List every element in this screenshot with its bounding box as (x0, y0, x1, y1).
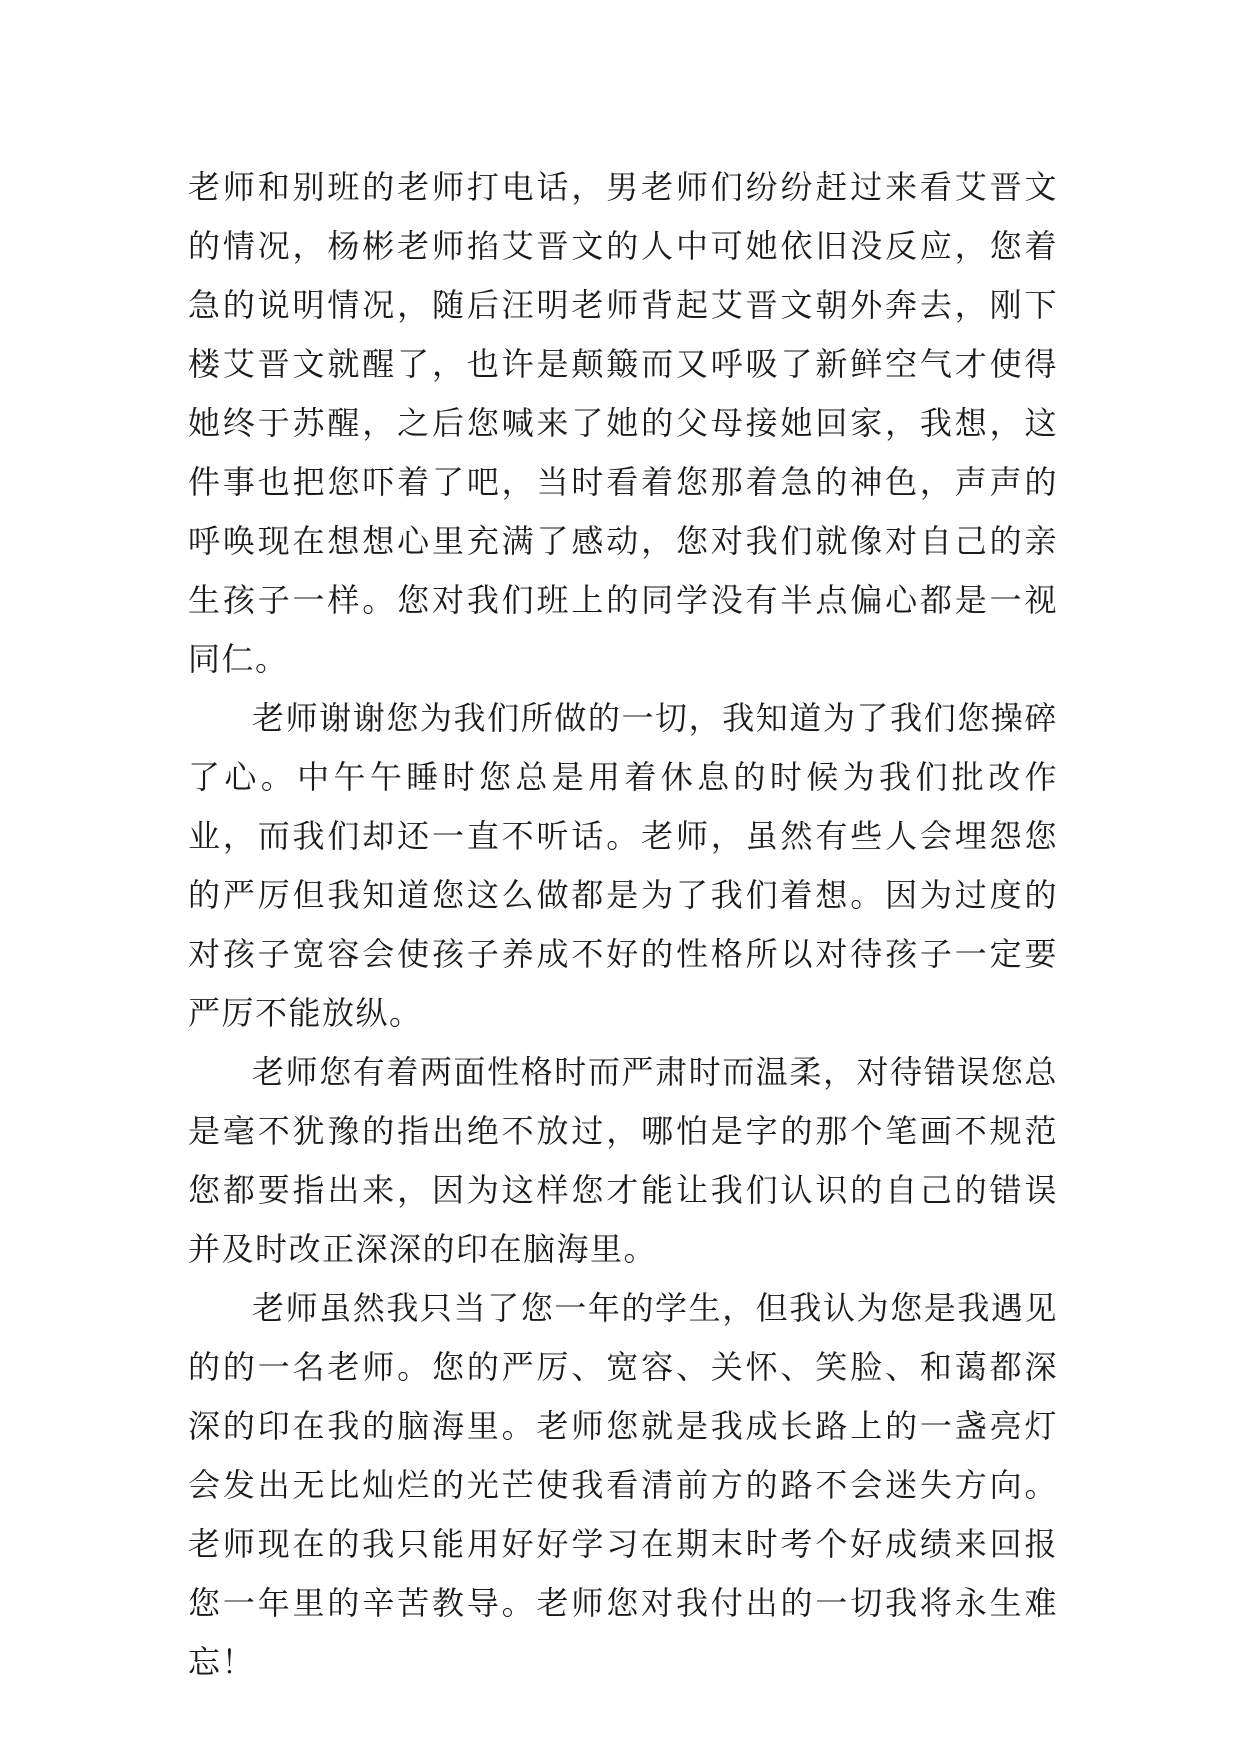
paragraph-3: 老师您有着两面性格时而严肃时而温柔，对待错误您总是毫不犹豫的指出绝不放过，哪怕是字的那个笔画不规范您都要指出来，因为这样您才能让我们认识的自己的错误并及时改正深深的印在脑海里。 (188, 1053, 1058, 1268)
paragraph-1: 老师和别班的老师打电话，男老师们纷纷赶过来看艾晋文的情况，杨彬老师掐艾晋文的人中可她依旧没反应，您着急的说明情况，随后汪明老师背起艾晋文朝外奔去，刚下楼艾晋文就醒了，也许是颠簸而又呼吸了新鲜空气才使得她终于苏醒，之后您喊来了她的父母接她回家，我想，这件事也把您吓着了吧，当时看着您那着急的神色，声声的呼唤现在想想心里充满了感动，您对我们就像对自己的亲生孩子一样。您对我们班上的同学没有半点偏心都是一视同仁。 (188, 168, 1058, 678)
document-body (188, 158, 1058, 1692)
paragraph-4: 老师虽然我只当了您一年的学生，但我认为您是我遇见的的一名老师。您的严厉、宽容、关怀、笑脸、和蔼都深深的印在我的脑海里。老师您就是我成长路上的一盏亮灯会发出无比灿烂的光芒使我看清前方的路不会迷失方向。老师现在的我只能用好好学习在期末时考个好成绩来回报您一年里的辛苦教导。老师您对我付出的一切我将永生难忘！ (188, 1289, 1058, 1681)
paragraph-2: 老师谢谢您为我们所做的一切，我知道为了我们您操碎了心。中午午睡时您总是用着休息的时候为我们批改作业，而我们却还一直不听话。老师，虽然有些人会埋怨您的严厉但我知道您这么做都是为了我们着想。因为过度的对孩子宽容会使孩子养成不好的性格所以对待孩子一定要严厉不能放纵。 (188, 699, 1058, 1032)
